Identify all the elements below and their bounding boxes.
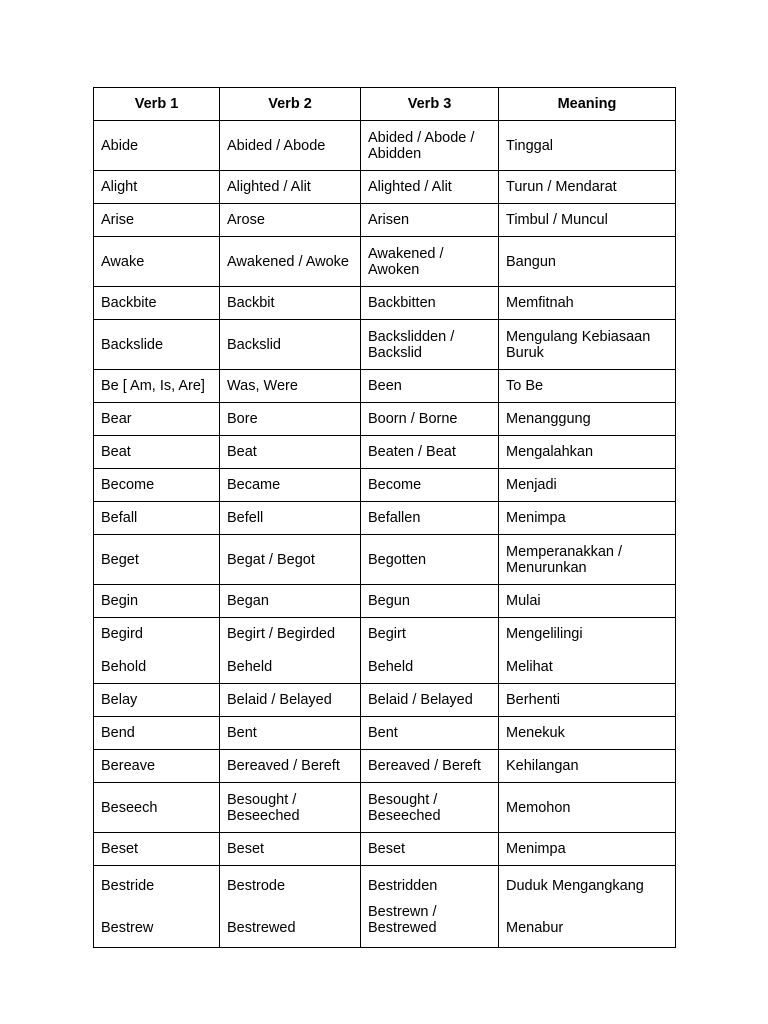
table-row-merged-begird-behold bbox=[94, 618, 676, 684]
table-row bbox=[94, 750, 676, 783]
cell-verb-3: Belaid / Belayed bbox=[361, 684, 499, 717]
cell-verb-1: Bend bbox=[94, 717, 220, 750]
cell-verb-2: Begat / Begot bbox=[220, 535, 361, 585]
table-row bbox=[94, 370, 676, 403]
cell-verb-1: Alight bbox=[94, 171, 220, 204]
cell-line: Mengelilingi bbox=[506, 626, 583, 642]
cell-meaning: Berhenti bbox=[499, 684, 676, 717]
table-row bbox=[94, 469, 676, 502]
cell-verb-2: Bereaved / Bereft bbox=[220, 750, 361, 783]
cell-verb-2: Abided / Abode bbox=[220, 121, 361, 171]
cell-verb-2: Beat bbox=[220, 436, 361, 469]
cell-verb-3: Beset bbox=[361, 833, 499, 866]
header-verb-2: Verb 2 bbox=[220, 88, 361, 121]
cell-verb-1: Beat bbox=[94, 436, 220, 469]
cell-meaning: Menimpa bbox=[499, 502, 676, 535]
header-row bbox=[94, 88, 676, 121]
cell-verb-1: Beseech bbox=[94, 783, 220, 833]
cell-meaning: Timbul / Muncul bbox=[499, 204, 676, 237]
cell-verb-2: Belaid / Belayed bbox=[220, 684, 361, 717]
cell-verb-3: Befallen bbox=[361, 502, 499, 535]
cell-verb-1: Become bbox=[94, 469, 220, 502]
table-row bbox=[94, 171, 676, 204]
cell-verb-2: Was, Were bbox=[220, 370, 361, 403]
cell-verb-1: Bereave bbox=[94, 750, 220, 783]
table-row bbox=[94, 204, 676, 237]
cell-verb-3: Begotten bbox=[361, 535, 499, 585]
cell-line: Bestrode bbox=[227, 877, 286, 894]
cell-verb-1: Befall bbox=[94, 502, 220, 535]
table-row bbox=[94, 535, 676, 585]
cell-line: Bestrewed bbox=[227, 919, 296, 936]
cell-verb-1 bbox=[94, 866, 220, 948]
table-row bbox=[94, 287, 676, 320]
table-row bbox=[94, 833, 676, 866]
cell-verb-3: Bereaved / Bereft bbox=[361, 750, 499, 783]
cell-verb-2: Alighted / Alit bbox=[220, 171, 361, 204]
cell-line: Beheld bbox=[368, 659, 414, 675]
cell-verb-3: Backslidden / Backslid bbox=[361, 320, 499, 370]
cell-line: Bestride bbox=[101, 877, 155, 894]
cell-verb-3: Become bbox=[361, 469, 499, 502]
cell-line: Beheld bbox=[227, 659, 273, 675]
cell-meaning: To Be bbox=[499, 370, 676, 403]
header-verb-1: Verb 1 bbox=[94, 88, 220, 121]
cell-line: Duduk Mengangkang bbox=[506, 877, 644, 894]
cell-verb-3: Boorn / Borne bbox=[361, 403, 499, 436]
cell-verb-2: Bore bbox=[220, 403, 361, 436]
cell-meaning: Menjadi bbox=[499, 469, 676, 502]
table-row bbox=[94, 783, 676, 833]
cell-verb-1: Backslide bbox=[94, 320, 220, 370]
cell-verb-3: Besought / Beseeched bbox=[361, 783, 499, 833]
cell-verb-3: Alighted / Alit bbox=[361, 171, 499, 204]
table-row bbox=[94, 717, 676, 750]
cell-verb-3: Been bbox=[361, 370, 499, 403]
cell-verb-2: Befell bbox=[220, 502, 361, 535]
cell-meaning: Mengalahkan bbox=[499, 436, 676, 469]
cell-line: Bestrewn / Bestrewed bbox=[368, 903, 437, 936]
cell-meaning: Mulai bbox=[499, 585, 676, 618]
cell-line: Bestridden bbox=[368, 877, 438, 894]
cell-verb-3: Arisen bbox=[361, 204, 499, 237]
table-row bbox=[94, 237, 676, 287]
cell-verb-2: Arose bbox=[220, 204, 361, 237]
cell-line: Behold bbox=[101, 659, 147, 675]
cell-line: Bestrew bbox=[101, 919, 154, 936]
cell-verb-3: Bent bbox=[361, 717, 499, 750]
cell-verb-1: Beget bbox=[94, 535, 220, 585]
cell-verb-1: Awake bbox=[94, 237, 220, 287]
table-row-merged-bestride-bestrew bbox=[94, 866, 676, 948]
table-body-merged-b bbox=[94, 866, 676, 948]
verb-table bbox=[93, 87, 676, 948]
cell-meaning bbox=[499, 866, 676, 948]
cell-verb-2 bbox=[220, 866, 361, 948]
cell-verb-1: Belay bbox=[94, 684, 220, 717]
cell-verb-1: Begin bbox=[94, 585, 220, 618]
cell-meaning: Memfitnah bbox=[499, 287, 676, 320]
cell-verb-1: Backbite bbox=[94, 287, 220, 320]
cell-meaning: Mengulang Kebiasaan Buruk bbox=[499, 320, 676, 370]
cell-verb-1: Beset bbox=[94, 833, 220, 866]
cell-verb-1 bbox=[94, 618, 220, 684]
table-body-b bbox=[94, 684, 676, 866]
table-body-a bbox=[94, 121, 676, 618]
cell-meaning: Memohon bbox=[499, 783, 676, 833]
table-header bbox=[94, 88, 676, 121]
table-row bbox=[94, 436, 676, 469]
cell-meaning: Menimpa bbox=[499, 833, 676, 866]
cell-meaning: Menekuk bbox=[499, 717, 676, 750]
cell-meaning: Kehilangan bbox=[499, 750, 676, 783]
cell-verb-3: Abided / Abode / Abidden bbox=[361, 121, 499, 171]
table-row bbox=[94, 320, 676, 370]
cell-verb-2: Beset bbox=[220, 833, 361, 866]
cell-verb-2 bbox=[220, 618, 361, 684]
cell-verb-3: Begun bbox=[361, 585, 499, 618]
cell-line: Menabur bbox=[506, 919, 564, 936]
cell-verb-2: Bent bbox=[220, 717, 361, 750]
cell-line: Begirt / Begirded bbox=[227, 626, 336, 642]
cell-line: Begirt bbox=[368, 626, 406, 642]
table-row bbox=[94, 403, 676, 436]
cell-verb-3 bbox=[361, 866, 499, 948]
cell-meaning: Memperanakkan / Menurunkan bbox=[499, 535, 676, 585]
cell-verb-1: Be [ Am, Is, Are] bbox=[94, 370, 220, 403]
cell-verb-2: Awakened / Awoke bbox=[220, 237, 361, 287]
cell-meaning: Turun / Mendarat bbox=[499, 171, 676, 204]
cell-verb-3: Backbitten bbox=[361, 287, 499, 320]
cell-verb-1: Abide bbox=[94, 121, 220, 171]
table-row bbox=[94, 585, 676, 618]
cell-verb-2: Backslid bbox=[220, 320, 361, 370]
cell-verb-3: Beaten / Beat bbox=[361, 436, 499, 469]
cell-verb-1: Arise bbox=[94, 204, 220, 237]
table-body-merged-a bbox=[94, 618, 676, 684]
cell-meaning: Menanggung bbox=[499, 403, 676, 436]
cell-verb-2: Began bbox=[220, 585, 361, 618]
cell-meaning: Tinggal bbox=[499, 121, 676, 171]
header-meaning: Meaning bbox=[499, 88, 676, 121]
cell-verb-3: Awakened / Awoken bbox=[361, 237, 499, 287]
cell-verb-3 bbox=[361, 618, 499, 684]
cell-verb-2: Besought / Beseeched bbox=[220, 783, 361, 833]
cell-verb-1: Bear bbox=[94, 403, 220, 436]
cell-line: Begird bbox=[101, 626, 143, 642]
cell-meaning: Bangun bbox=[499, 237, 676, 287]
cell-verb-2: Became bbox=[220, 469, 361, 502]
header-verb-3: Verb 3 bbox=[361, 88, 499, 121]
table-row bbox=[94, 121, 676, 171]
table-row bbox=[94, 502, 676, 535]
cell-line: Melihat bbox=[506, 659, 553, 675]
cell-meaning bbox=[499, 618, 676, 684]
cell-verb-2: Backbit bbox=[220, 287, 361, 320]
table-row bbox=[94, 684, 676, 717]
